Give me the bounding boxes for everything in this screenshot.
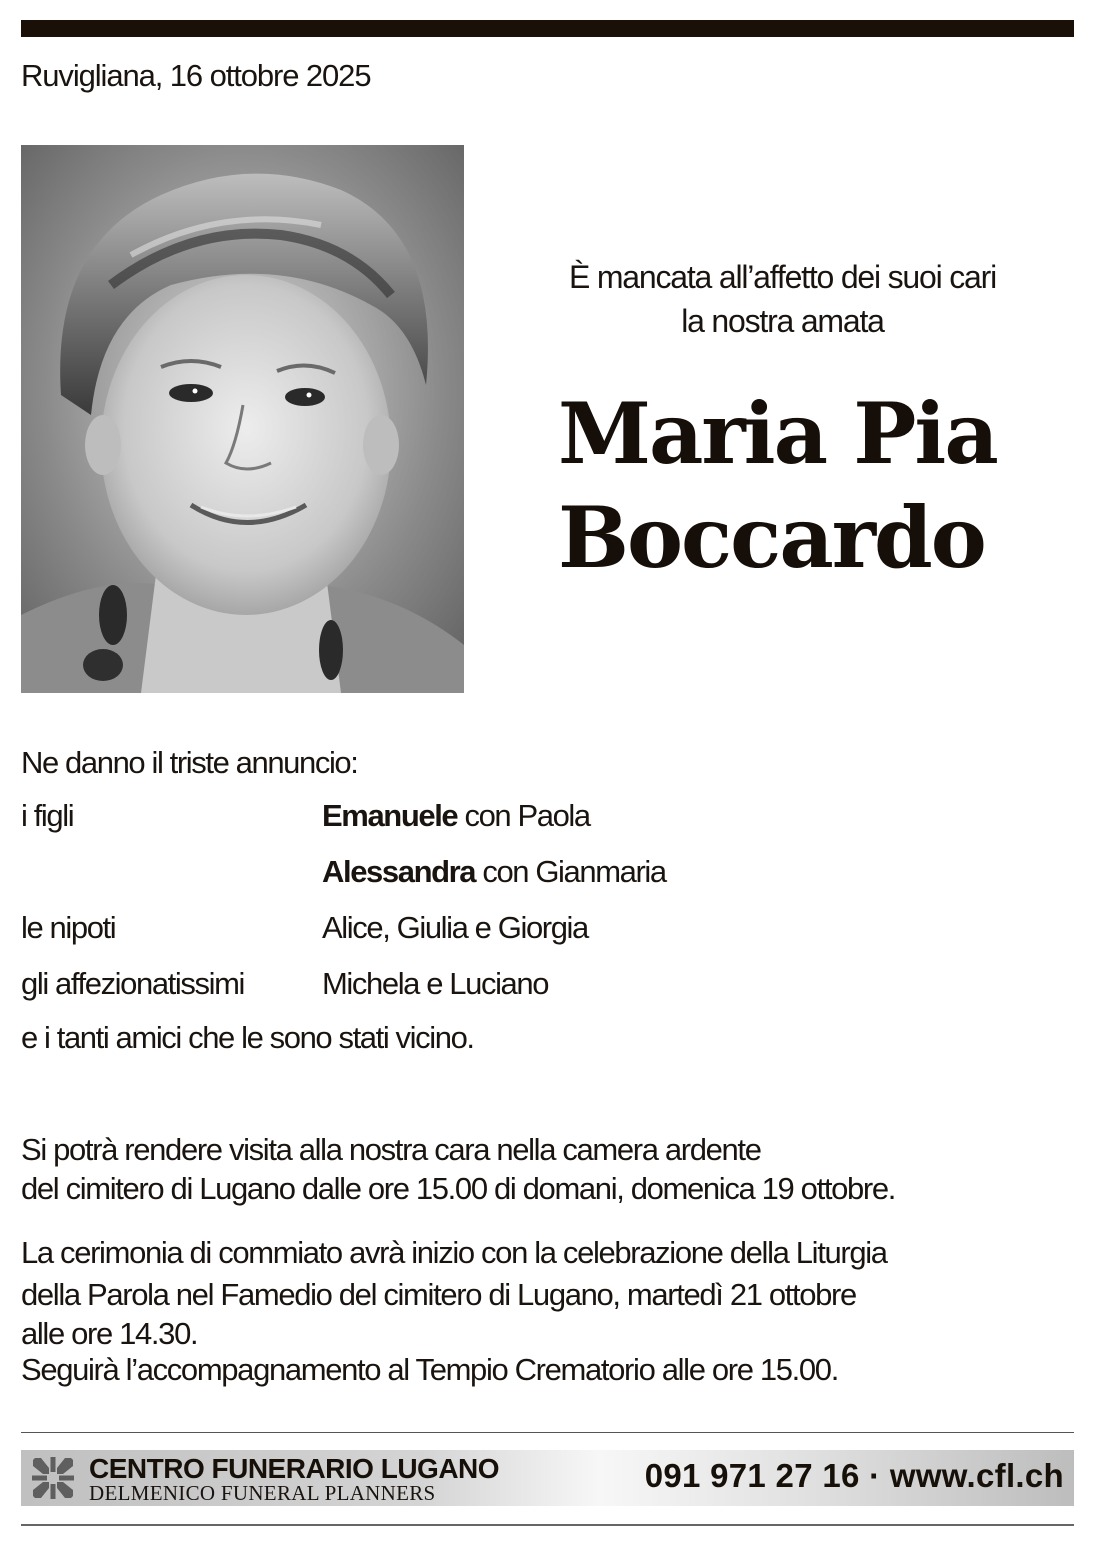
mourner-relation: i figli <box>21 798 74 833</box>
top-rule <box>21 20 1074 37</box>
funeral-home-banner <box>21 1450 1074 1506</box>
mourner-row <box>21 958 821 1014</box>
ceremony-line-3: alle ore 14.30. <box>21 1316 198 1351</box>
mourner-row <box>21 902 821 958</box>
funeral-home-subtitle: DELMENICO FUNERAL PLANNERS <box>89 1481 436 1505</box>
mourner-rest: Alice, Giulia e Giorgia <box>322 910 588 945</box>
announcement-heading: Ne danno il triste annuncio: <box>21 745 358 780</box>
ceremony-line-1: La cerimonia di commiato avrà inizio con la celebrazione della Liturgia <box>21 1235 887 1270</box>
closing-line: e i tanti amici che le sono stati vicino. <box>21 1020 474 1055</box>
footer-bottom-rule <box>21 1524 1074 1526</box>
mourner-bold-name: Alessandra <box>322 854 476 889</box>
funeral-home-name: CENTRO FUNERARIO LUGANO <box>89 1453 500 1484</box>
intro-line-2: la nostra amata <box>681 303 884 339</box>
mourner-bold-name: Emanuele <box>322 798 458 833</box>
ceremony-line-4: Seguirà l’accompagnamento al Tempio Crematorio alle ore 15.00. <box>21 1352 838 1387</box>
funeral-home-contact: 091 971 27 16 · www.cfl.ch <box>644 1457 1064 1494</box>
footer-top-rule <box>21 1432 1074 1433</box>
mourner-rest: con Gianmaria <box>475 854 666 889</box>
deceased-surname: Boccardo <box>558 488 985 587</box>
mourner-names <box>322 966 548 1002</box>
deceased-first-names: Maria Pia <box>558 384 997 483</box>
mourner-row <box>21 846 821 902</box>
intro-text <box>500 255 1065 343</box>
visit-line-1: Si potrà rendere visita alla nostra cara nella camera ardente <box>21 1132 761 1167</box>
visit-info <box>21 1130 1091 1208</box>
mourner-relation: gli affezionatissimi <box>21 966 244 1001</box>
mourner-names <box>322 798 590 834</box>
mourner-relation: le nipoti <box>21 910 116 945</box>
mourner-rest: Michela e Luciano <box>322 966 549 1001</box>
portrait-image <box>21 145 464 693</box>
ceremony-info <box>21 1232 1091 1388</box>
mourner-row <box>21 790 821 846</box>
converging-arrows-icon <box>31 1456 75 1500</box>
ceremony-line-2: della Parola nel Famedio del cimitero di Lugano, martedì 21 ottobre <box>21 1277 856 1312</box>
visit-line-2: del cimitero di Lugano dalle ore 15.00 di domani, domenica 19 ottobre. <box>21 1171 896 1206</box>
place-date: Ruvigliana, 16 ottobre 2025 <box>21 58 371 93</box>
deceased-name <box>540 382 1058 590</box>
mourner-rest: con Paola <box>457 798 590 833</box>
intro-line-1: È mancata all’affetto dei suoi cari <box>568 259 996 295</box>
mourner-names <box>322 910 588 946</box>
portrait-photo <box>21 145 464 693</box>
mourners-list <box>21 790 821 1014</box>
mourner-names <box>322 854 666 890</box>
